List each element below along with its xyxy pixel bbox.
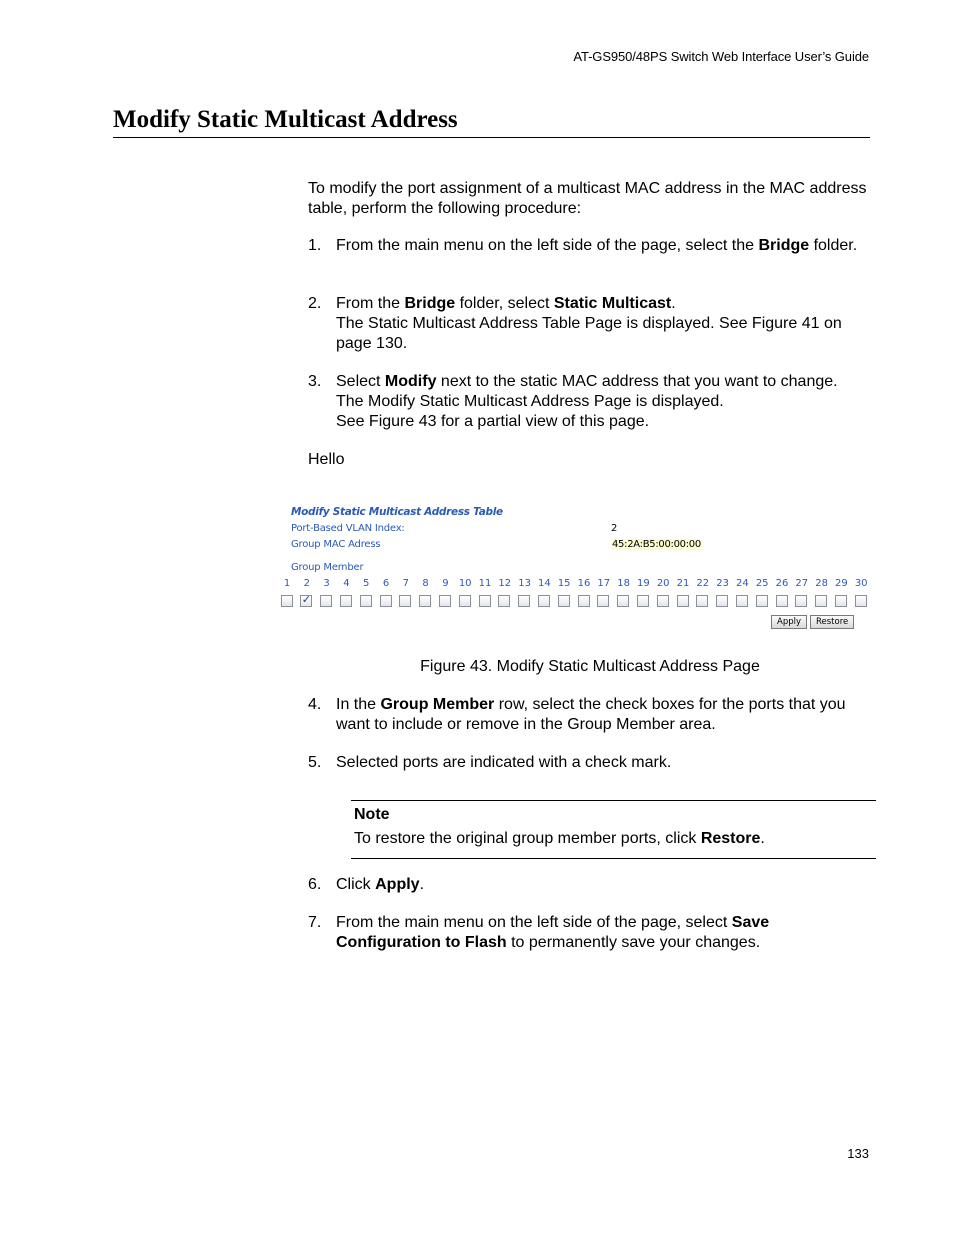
- page-number: 133: [847, 1146, 869, 1161]
- port-checkbox-23[interactable]: [716, 595, 728, 607]
- port-number-21: 21: [676, 578, 690, 589]
- restore-button[interactable]: Restore: [810, 615, 854, 629]
- running-header: AT-GS950/48PS Switch Web Interface User’s Guide: [573, 49, 869, 64]
- section-title: Modify Static Multicast Address: [113, 106, 870, 138]
- port-checkbox-18[interactable]: [617, 595, 629, 607]
- port-checkbox-25[interactable]: [756, 595, 768, 607]
- hello-text: Hello: [308, 451, 345, 468]
- port-checkbox-8[interactable]: [419, 595, 431, 607]
- port-checkbox-20[interactable]: [657, 595, 669, 607]
- port-checkbox-6[interactable]: [380, 595, 392, 607]
- port-number-2: 2: [303, 578, 310, 589]
- port-checkbox-2[interactable]: [300, 595, 312, 607]
- port-checkbox-15[interactable]: [558, 595, 570, 607]
- port-number-13: 13: [518, 578, 531, 589]
- port-number-4: 4: [343, 578, 350, 589]
- port-checkbox-5[interactable]: [360, 595, 372, 607]
- port-checkbox-row: [280, 595, 870, 609]
- port-number-16: 16: [577, 578, 591, 589]
- step-1: 1. From the main menu on the left side of the page, select the Bridge folder.: [308, 237, 858, 254]
- port-number-26: 26: [775, 578, 789, 589]
- port-number-20: 20: [656, 578, 670, 589]
- port-number-29: 29: [835, 578, 848, 589]
- group-mac-label: Group MAC Adress: [291, 539, 381, 550]
- port-number-23: 23: [716, 578, 729, 589]
- port-number-19: 19: [637, 578, 650, 589]
- port-checkbox-10[interactable]: [459, 595, 471, 607]
- step-7: 7. From the main menu on the left side of the page, select Save Configuration to Flash to permanently save your changes.: [308, 914, 770, 951]
- group-mac-value[interactable]: 45:2A:B5:00:00:00: [612, 539, 701, 550]
- port-number-24: 24: [736, 578, 749, 589]
- port-number-row: [280, 578, 870, 592]
- port-number-28: 28: [815, 578, 828, 589]
- port-checkbox-13[interactable]: [518, 595, 530, 607]
- port-number-18: 18: [617, 578, 630, 589]
- port-checkbox-16[interactable]: [578, 595, 590, 607]
- port-number-22: 22: [696, 578, 710, 589]
- port-number-1: 1: [283, 578, 291, 589]
- port-number-3: 3: [323, 578, 330, 589]
- port-number-14: 14: [538, 578, 551, 589]
- port-checkbox-27[interactable]: [795, 595, 807, 607]
- port-number-27: 27: [795, 578, 809, 589]
- port-checkbox-7[interactable]: [399, 595, 411, 607]
- vlan-index-label: Port-Based VLAN Index:: [291, 523, 405, 534]
- note-text: To restore the original group member ports, click Restore.: [354, 830, 765, 847]
- port-checkbox-3[interactable]: [320, 595, 332, 607]
- group-member-label: Group Member: [291, 562, 364, 573]
- note-heading: Note: [354, 806, 390, 823]
- figure-modify-static-multicast: [278, 503, 870, 633]
- port-checkbox-24[interactable]: [736, 595, 748, 607]
- port-number-10: 10: [458, 578, 472, 589]
- port-checkbox-30[interactable]: [855, 595, 867, 607]
- port-checkbox-26[interactable]: [776, 595, 788, 607]
- port-number-15: 15: [557, 578, 571, 589]
- port-number-11: 11: [478, 578, 492, 589]
- intro-paragraph: To modify the port assignment of a multicast MAC address in the MAC address table, perform the following procedure:: [308, 180, 867, 217]
- note-box: [351, 800, 876, 859]
- figure-table-title: Modify Static Multicast Address Table: [291, 506, 503, 518]
- port-checkbox-17[interactable]: [597, 595, 609, 607]
- port-checkbox-9[interactable]: [439, 595, 451, 607]
- step-3: 3. Select Modify next to the static MAC address that you want to change. The Modify Static Multicast Address Page is displayed. See Figure 43 for a partial view of this page.: [308, 373, 838, 430]
- apply-button[interactable]: Apply: [771, 615, 807, 629]
- port-number-30: 30: [854, 578, 868, 589]
- figure-caption: Figure 43. Modify Static Multicast Address Page: [420, 658, 760, 675]
- port-checkbox-22[interactable]: [696, 595, 708, 607]
- port-number-6: 6: [382, 578, 390, 589]
- vlan-index-value: 2: [611, 523, 618, 534]
- port-checkbox-21[interactable]: [677, 595, 689, 607]
- checkmark-icon: ✓: [301, 593, 311, 606]
- port-checkbox-28[interactable]: [815, 595, 827, 607]
- port-number-9: 9: [442, 578, 449, 589]
- port-number-17: 17: [597, 578, 611, 589]
- port-checkbox-11[interactable]: [479, 595, 491, 607]
- step-5: 5. Selected ports are indicated with a check mark.: [308, 754, 672, 771]
- port-checkbox-29[interactable]: [835, 595, 847, 607]
- port-number-25: 25: [755, 578, 769, 589]
- port-checkbox-12[interactable]: [498, 595, 510, 607]
- step-6: 6. Click Apply.: [308, 876, 425, 893]
- port-number-12: 12: [498, 578, 512, 589]
- step-4: 4. In the Group Member row, select the check boxes for the ports that you want to include or remove in the Group Member area.: [308, 696, 846, 733]
- port-number-7: 7: [402, 578, 409, 589]
- port-checkbox-19[interactable]: [637, 595, 649, 607]
- port-checkbox-1[interactable]: [281, 595, 293, 607]
- step-2: 2. From the Bridge folder, select Static Multicast. The Static Multicast Address Table Page is displayed. See Figure 41 on page 130.: [308, 295, 842, 352]
- port-number-8: 8: [422, 578, 429, 589]
- port-checkbox-4[interactable]: [340, 595, 352, 607]
- port-number-5: 5: [363, 578, 370, 589]
- port-checkbox-14[interactable]: [538, 595, 550, 607]
